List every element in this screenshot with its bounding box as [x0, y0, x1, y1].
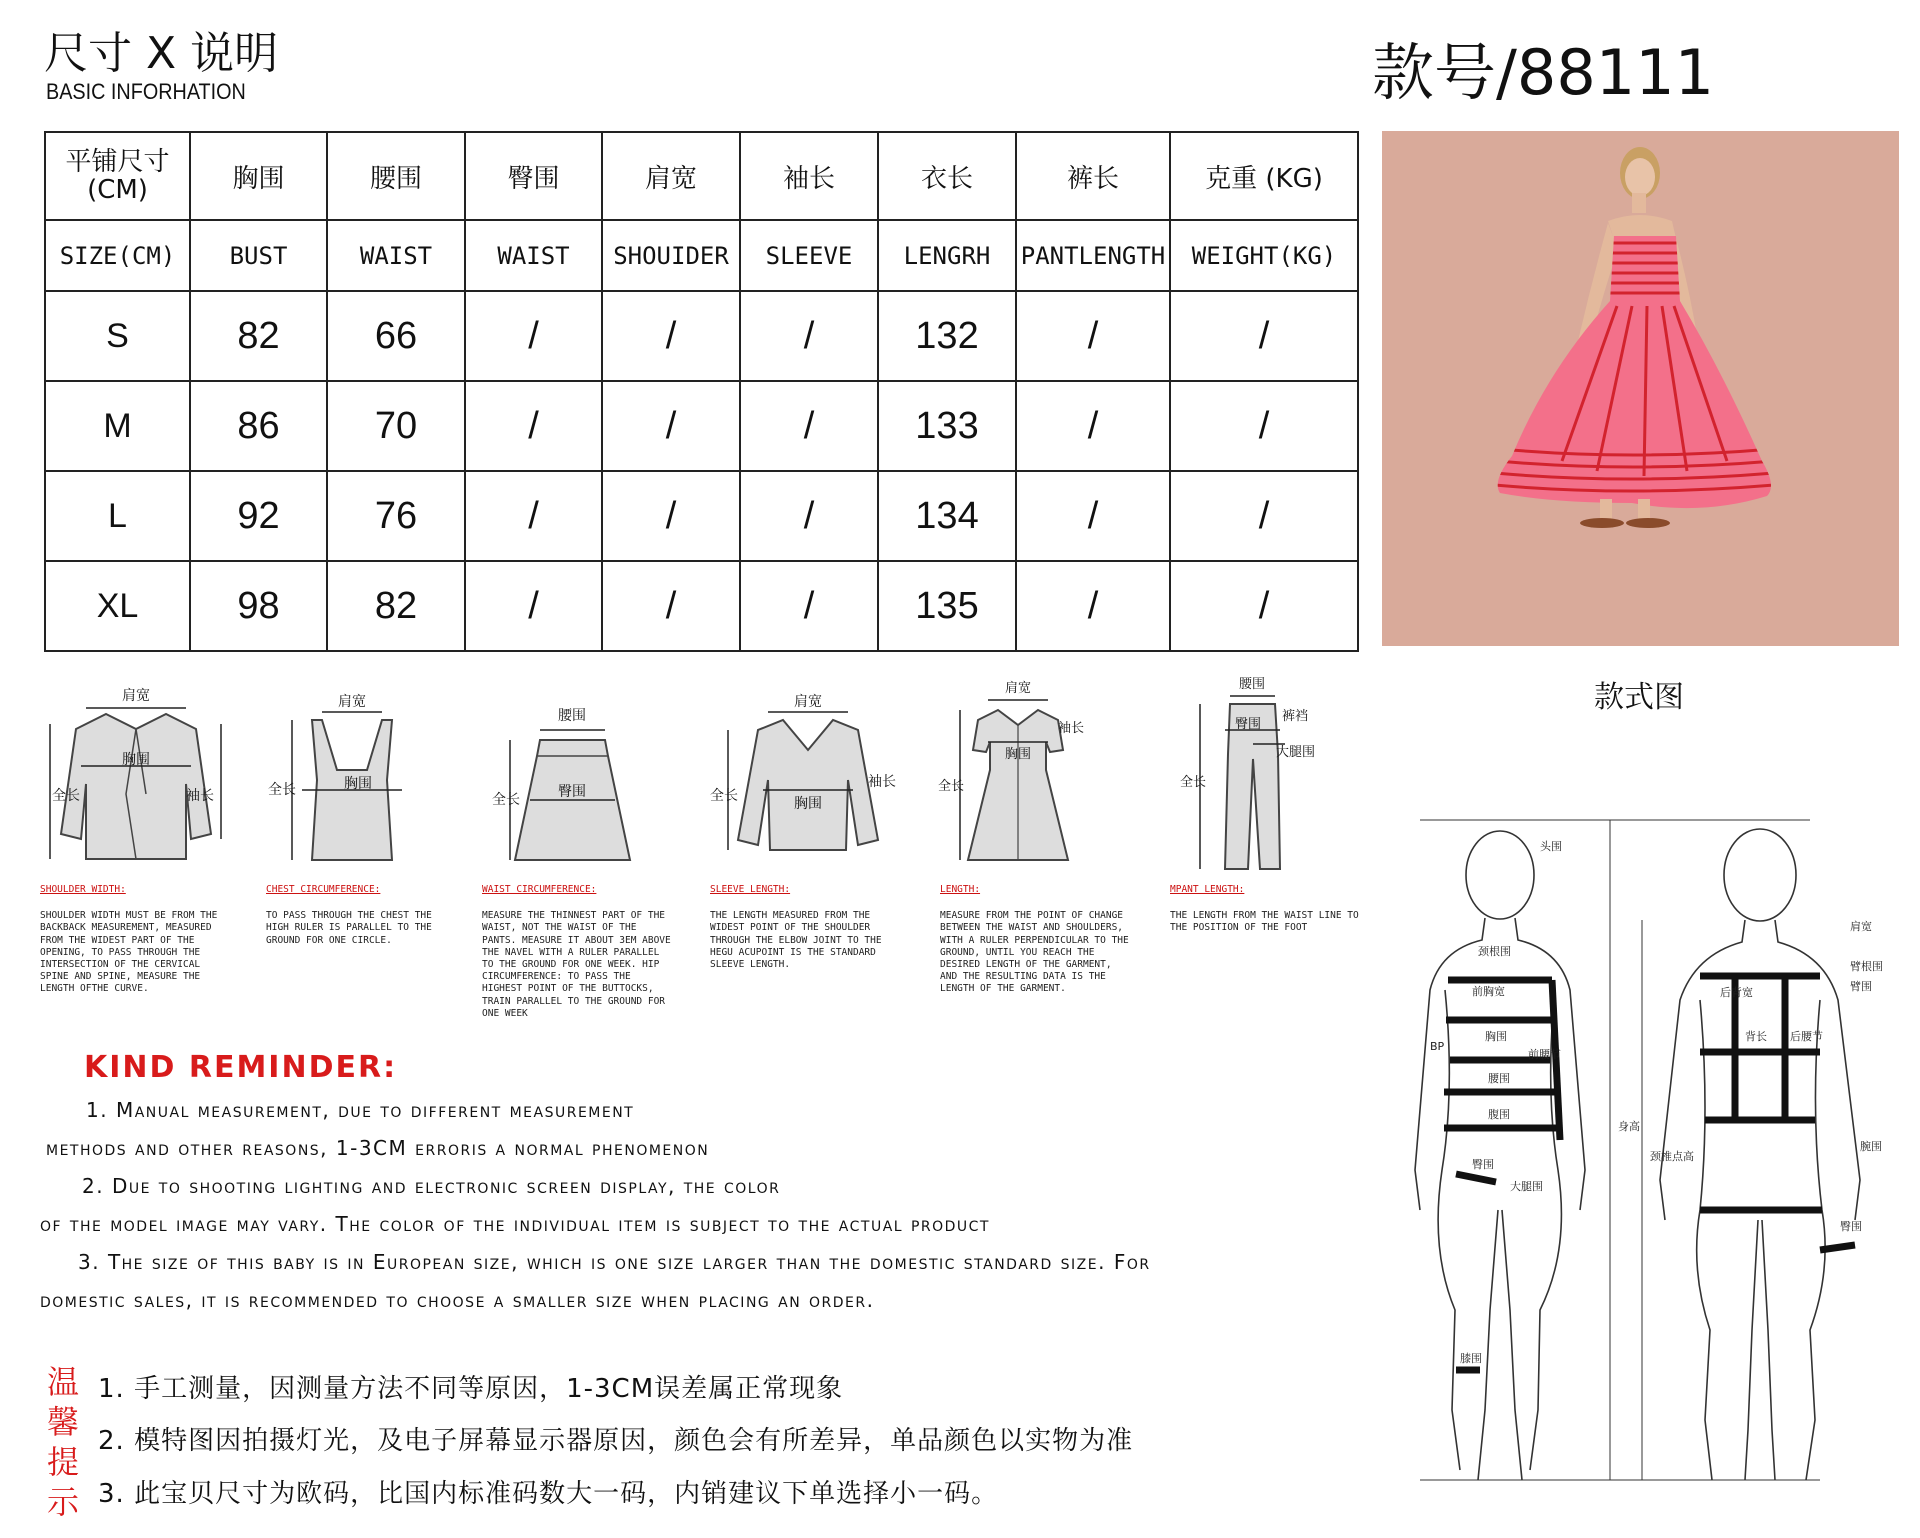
- body-label: 腕围: [1860, 1140, 1882, 1153]
- note-text: TO PASS THROUGH THE CHEST THE HIGH RULER IS PARALLEL TO THE GROUND FOR ONE CIRCLE.: [266, 910, 432, 946]
- header-row-en: [45, 220, 1358, 291]
- body-label: 肩宽: [1850, 920, 1872, 933]
- size-cell: L: [45, 471, 190, 561]
- diagram-label: 胸围: [1004, 747, 1032, 762]
- diagram-label: 裤裆: [1282, 709, 1309, 724]
- note-text: THE LENGTH MEASURED FROM THE WIDEST POINT OF THE SHOULDER THROUGH THE ELBOW JOINT TO THE HEGU ACUPOINT IS THE STANDARD SLEEVE LENGTH.: [710, 910, 882, 971]
- diagram-label: 臀围: [558, 784, 586, 800]
- header-cell: 胸围: [190, 132, 327, 220]
- diagram-label: 全长: [938, 779, 965, 794]
- note-title: SLEEVE LENGTH:: [710, 884, 791, 895]
- note-text: MEASURE FROM THE POINT OF CHANGE BETWEEN THE WAIST AND SHOULDERS, WITH A RULER PERPENDICULAR TO THE GROUND, UNTIL YOU REACH THE DESIRED LENGTH OF THE GARMENT, AND THE RESULTING DATA IS THE LENGTH OF THE GARMENT.: [940, 910, 1129, 995]
- header-cell: 裤长: [1016, 132, 1170, 220]
- reminder-line: methods and other reasons, 1-3CM erroris a normal phenomenon: [46, 1136, 710, 1160]
- dress-diagram: [938, 680, 1098, 880]
- body-label: 腹围: [1488, 1108, 1510, 1121]
- diagram-label: 肩宽: [338, 694, 366, 710]
- body-label: 前胸宽: [1472, 985, 1505, 998]
- tips-label-char: 馨: [46, 1403, 79, 1441]
- camisole-icon: [262, 690, 442, 880]
- size-cell: M: [45, 381, 190, 471]
- tips-label: [46, 1362, 80, 1522]
- header-cell: PANTLENGTH: [1016, 220, 1170, 291]
- diagram-label: 肩宽: [794, 694, 822, 710]
- sleeve-length-note: [710, 884, 900, 971]
- header-cell: SIZE(CM): [45, 220, 190, 291]
- table-cell: 98: [190, 561, 327, 651]
- model-photo: [1382, 131, 1899, 646]
- table-cell: 92: [190, 471, 327, 561]
- header-cell: SHOUIDER: [602, 220, 740, 291]
- reminder-line: domestic sales, it is recommended to choose a smaller size when placing an order.: [40, 1288, 875, 1312]
- body-label: 前腰节: [1528, 1048, 1561, 1061]
- table-cell: /: [465, 381, 602, 471]
- note-title: CHEST CIRCUMFERENCE:: [266, 884, 381, 895]
- table-cell: /: [740, 291, 878, 381]
- header-cell: WEIGHT(KG): [1170, 220, 1358, 291]
- body-label: 胸围: [1485, 1030, 1507, 1043]
- table-cell: /: [1170, 291, 1358, 381]
- header-cell: 衣长: [878, 132, 1016, 220]
- table-cell: /: [1170, 471, 1358, 561]
- style-number: 款号/88111: [1372, 36, 1715, 109]
- reminder-line: of the model image may vary. The color of the individual item is subject to the actual product: [40, 1212, 990, 1236]
- page-subtitle: BASIC INFORHATION: [46, 79, 246, 104]
- tip-line: 1. 手工测量，因测量方法不同等原因，1-3CM误差属正常现象: [98, 1374, 844, 1404]
- body-label: 腰围: [1488, 1072, 1510, 1085]
- diagram-label: 胸围: [122, 752, 150, 768]
- note-title: LENGTH:: [940, 884, 981, 895]
- jacket-icon: [36, 684, 236, 884]
- body-sketch-icon: [1360, 790, 1905, 1505]
- header-cell: 肩宽: [602, 132, 740, 220]
- table-cell: 70: [327, 381, 465, 471]
- size-cell: S: [45, 291, 190, 381]
- table-row: [45, 291, 1358, 381]
- table-cell: /: [1170, 381, 1358, 471]
- table-cell: /: [602, 381, 740, 471]
- table-cell: 76: [327, 471, 465, 561]
- diagram-label: 全长: [492, 792, 520, 808]
- table-cell: /: [602, 291, 740, 381]
- diagram-label: 胸围: [344, 776, 372, 792]
- header-cell: BUST: [190, 220, 327, 291]
- diagram-label: 全长: [710, 788, 738, 804]
- body-label: 臂根围: [1850, 960, 1883, 973]
- table-cell: /: [740, 381, 878, 471]
- size-table: [44, 131, 1359, 652]
- body-label: 臀围: [1472, 1158, 1494, 1171]
- body-label: 臂围: [1850, 980, 1872, 993]
- pants-diagram: [1180, 674, 1330, 884]
- shoulder-width-note: [40, 884, 230, 996]
- pants-icon: [1180, 674, 1330, 884]
- note-title: SHOULDER WIDTH:: [40, 884, 126, 895]
- tips-label-char: 示: [46, 1483, 79, 1521]
- note-text: MEASURE THE THINNEST PART OF THE WAIST, NOT THE WAIST OF THE PANTS. MEASURE IT ABOUT 3EM ABOVE THE NAVEL WITH A RULER PARALLEL TO THE GROUND FOR ONE WEEK. HIP CIRCUMFERENCE: TO PASS THE HIGHEST POINT OF THE BUTTOCKS, TRAIN PARALLEL TO THE GROUND FOR ONE WEEK: [482, 910, 671, 1019]
- body-label: 背长: [1745, 1030, 1767, 1043]
- table-cell: 135: [878, 561, 1016, 651]
- page-title: 尺寸 X 说明: [44, 28, 279, 79]
- header-cell: 腰围: [327, 132, 465, 220]
- note-text: THE LENGTH FROM THE WAIST LINE TO THE POSITION OF THE FOOT: [1170, 910, 1359, 934]
- shirt-dress-icon: [938, 680, 1098, 880]
- table-cell: /: [1016, 291, 1170, 381]
- diagram-label: 全长: [268, 782, 296, 798]
- table-cell: /: [465, 471, 602, 561]
- diagram-label: 袖长: [868, 774, 896, 790]
- reminder-title: KIND REMINDER:: [84, 1050, 398, 1085]
- tip-line: 2. 模特图因拍摄灯光，及电子屏幕显示器原因，颜色会有所差异，单品颜色以实物为准: [98, 1426, 1134, 1456]
- tip-line: 3. 此宝贝尺寸为欧码，比国内标准码数大一码，内销建议下单选择小一码。: [98, 1479, 999, 1509]
- table-cell: /: [602, 471, 740, 561]
- header-cell: 臀围: [465, 132, 602, 220]
- diagram-label: 臀围: [1234, 717, 1262, 732]
- table-cell: 66: [327, 291, 465, 381]
- diagram-label: 肩宽: [1004, 681, 1032, 696]
- table-cell: 133: [878, 381, 1016, 471]
- note-title: MPANT LENGTH:: [1170, 884, 1245, 895]
- body-label: 臀围: [1840, 1220, 1862, 1233]
- header-cell: WAIST: [327, 220, 465, 291]
- header-cell: 袖长: [740, 132, 878, 220]
- table-cell: 82: [327, 561, 465, 651]
- table-cell: 86: [190, 381, 327, 471]
- header-row-cn: [45, 132, 1358, 220]
- sweater-icon: [708, 690, 908, 880]
- header-cell: LENGRH: [878, 220, 1016, 291]
- pant-length-note: [1170, 884, 1360, 935]
- body-label: BP: [1430, 1040, 1445, 1053]
- size-cell: XL: [45, 561, 190, 651]
- table-cell: /: [740, 471, 878, 561]
- body-label: 颈根围: [1478, 945, 1511, 958]
- diagram-label: 腰围: [1238, 677, 1266, 692]
- body-label: 颈椎点高: [1650, 1150, 1694, 1163]
- table-cell: 132: [878, 291, 1016, 381]
- tips-label-char: 提: [46, 1443, 79, 1481]
- diagram-label: 全长: [52, 788, 80, 804]
- body-label: 后背宽: [1720, 986, 1753, 999]
- diagram-label: 肩宽: [122, 688, 150, 704]
- table-row: [45, 381, 1358, 471]
- body-label: 身高: [1618, 1120, 1640, 1133]
- diagram-label: 大腿围: [1276, 745, 1316, 760]
- skirt-icon: [490, 700, 650, 880]
- length-note: [940, 884, 1134, 996]
- sweater-diagram: [708, 690, 908, 880]
- diagram-label: 全长: [1180, 775, 1207, 790]
- table-cell: /: [1170, 561, 1358, 651]
- photo-caption: 款式图: [1594, 680, 1684, 715]
- table-row: [45, 561, 1358, 651]
- body-measurement-chart: [1360, 790, 1905, 1505]
- reminder-line: 3. The size of this baby is in European size, which is one size larger than the domestic standard size. For: [78, 1250, 1151, 1274]
- header-cell: 平铺尺寸 (CM): [45, 132, 190, 220]
- note-text: SHOULDER WIDTH MUST BE FROM THE BACKBACK MEASUREMENT, MEASURED FROM THE WIDEST PART OF THE OPENING, TO PASS THROUGH THE INTERSECTION OF THE CERVICAL SPINE AND SPINE, MEASURE THE LENGTH OFTHE CURVE.: [40, 910, 218, 995]
- diagram-label: 袖长: [186, 788, 214, 804]
- header-cell: SLEEVE: [740, 220, 878, 291]
- jacket-diagram: [36, 684, 236, 884]
- chest-circumference-note: [266, 884, 446, 947]
- table-cell: /: [465, 291, 602, 381]
- body-label: 后腰节: [1790, 1030, 1823, 1043]
- skirt-diagram: [490, 700, 650, 880]
- dress-illustration: [1382, 131, 1899, 646]
- body-label: 头围: [1540, 840, 1562, 853]
- table-cell: /: [740, 561, 878, 651]
- tips-label-char: 温: [46, 1363, 79, 1401]
- body-label: 膝围: [1460, 1352, 1482, 1365]
- table-cell: /: [602, 561, 740, 651]
- body-label: 大腿围: [1510, 1180, 1543, 1193]
- reminder-line: 2. Due to shooting lighting and electronic screen display, the color: [82, 1174, 781, 1198]
- diagram-label: 腰围: [558, 708, 586, 724]
- header-cell: 克重 (KG): [1170, 132, 1358, 220]
- diagram-label: 胸围: [794, 796, 822, 812]
- waist-circumference-note: [482, 884, 676, 1020]
- table-cell: 134: [878, 471, 1016, 561]
- note-title: WAIST CIRCUMFERENCE:: [482, 884, 597, 895]
- table-cell: /: [465, 561, 602, 651]
- table-cell: /: [1016, 381, 1170, 471]
- table-cell: /: [1016, 561, 1170, 651]
- table-row: [45, 471, 1358, 561]
- table-cell: 82: [190, 291, 327, 381]
- diagram-label: 袖长: [1058, 721, 1085, 736]
- reminder-line: 1. Manual measurement, due to different measurement: [86, 1098, 635, 1122]
- camisole-diagram: [262, 690, 442, 880]
- header-cell: WAIST: [465, 220, 602, 291]
- table-cell: /: [1016, 471, 1170, 561]
